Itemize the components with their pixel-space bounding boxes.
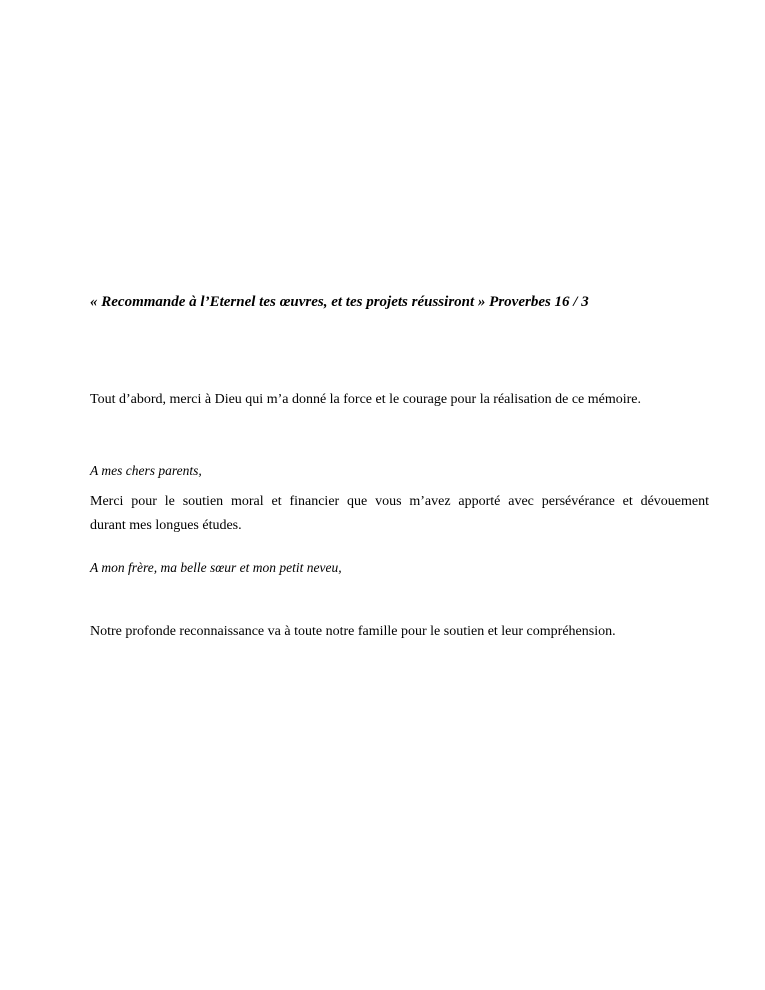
- parents-message-line-1: Merci pour le soutien moral et financier que vous m’avez apporté avec persévérance et dévouement: [90, 494, 709, 509]
- parents-message-paragraph: [90, 490, 709, 538]
- dedication-parents-heading: A mes chers parents,: [90, 463, 202, 478]
- thanks-god-paragraph: Tout d’abord, merci à Dieu qui m’a donné la force et le courage pour la réalisation de ce mémoire.: [90, 392, 642, 407]
- dedication-brother-heading: A mon frère, ma belle sœur et mon petit neveu,: [90, 560, 342, 575]
- family-thanks-paragraph: Notre profonde reconnaissance va à toute notre famille pour le soutien et leur compréhension.: [90, 624, 616, 639]
- epigraph-quote: « Recommande à l’Eternel tes œuvres, et tes projets réussiront » Proverbes 16 / 3: [90, 294, 589, 310]
- parents-message-line-2: durant mes longues études.: [90, 518, 242, 533]
